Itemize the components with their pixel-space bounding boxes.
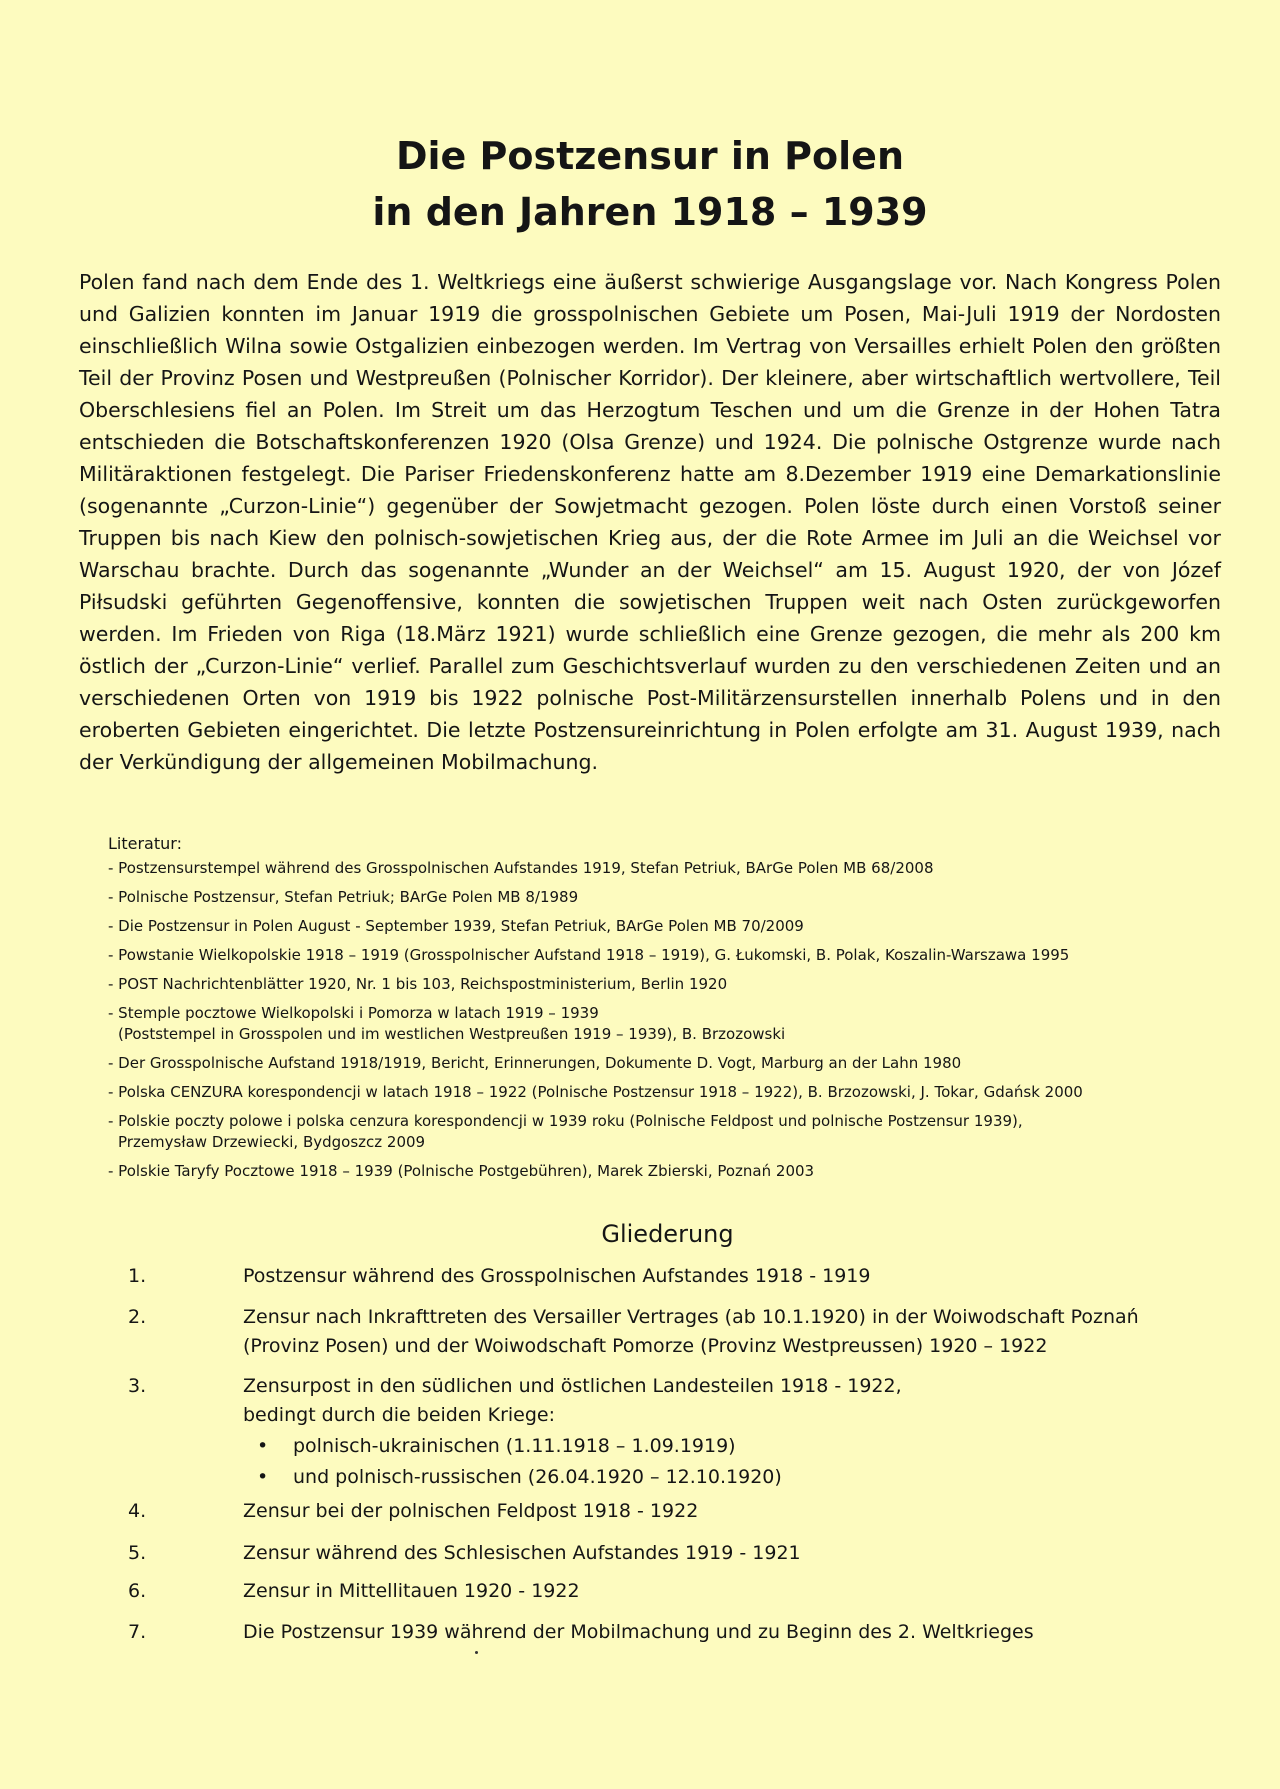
literature-item-continuation: (Poststempel in Grosspolen und im westlichen Westpreußen 1919 – 1939), B. Brzozowski xyxy=(118,1025,786,1043)
outline-item-number: 1. xyxy=(128,1265,147,1287)
outline-item xyxy=(128,1303,1228,1361)
literature-item xyxy=(108,858,1228,879)
outline-item-number: 6. xyxy=(128,1580,147,1602)
outline-item xyxy=(128,1539,1228,1568)
literature-item-continuation: Przemysław Drzewiecki, Bydgoszcz 2009 xyxy=(118,1133,426,1151)
literature-item xyxy=(108,916,1228,937)
outline-item-text: Die Postzensur 1939 während der Mobilmachung und zu Beginn des 2. Weltkrieges xyxy=(243,1621,1034,1643)
literature-item xyxy=(108,1053,1228,1074)
literature-item-line: - Powstanie Wielkopolskie 1918 – 1919 (Grosspolnischer Aufstand 1918 – 1919), G. Łukomski, B. Polak, Koszalin-Warszawa 1995 xyxy=(108,946,1070,964)
outline-item-number: 4. xyxy=(128,1500,147,1522)
outline-item-number: 2. xyxy=(128,1306,147,1328)
outline-item-text: Zensurpost in den südlichen und östlichen Landesteilen 1918 - 1922, xyxy=(243,1375,902,1397)
literature-item-line: - POST Nachrichtenblätter 1920, Nr. 1 bis 103, Reichspostministerium, Berlin 1920 xyxy=(108,975,728,993)
outline-item xyxy=(128,1618,1228,1647)
outline-item-text: (Provinz Posen) und der Woiwodschaft Pomorze (Provinz Westpreussen) 1920 – 1922 xyxy=(243,1335,1048,1357)
literature-item-line: - Polnische Postzensur, Stefan Petriuk; BArGe Polen MB 8/1989 xyxy=(108,888,579,906)
outline-list xyxy=(128,1262,1228,1647)
title-line-2: in den Jahren 1918 – 1939 xyxy=(372,190,928,234)
literature-item xyxy=(108,945,1228,966)
outline-item-text: Zensur in Mittellitauen 1920 - 1922 xyxy=(243,1580,580,1602)
outline-bullet: • und polnisch-russischen (26.04.1920 – 12.10.1920) xyxy=(293,1463,1228,1492)
intro-paragraph: Polen fand nach dem Ende des 1. Weltkriegs eine äußerst schwierige Ausgangslage vor. Nach Kongress Polen und Galizien konnten im Januar 1919 die grosspolnischen Gebiete um Posen, Mai-Juli 1919 der Nordosten einschließlich Wilna sowie Ostgalizien einbezogen werden. Im Vertrag von Versailles erhielt Polen den größten Teil der Provinz Posen und Westpreußen (Polnischer Korridor). Der kleinere, aber wirtschaftlich wertvollere, Teil Oberschlesiens fiel an Polen. Im Streit um das Herzogtum Teschen und um die Grenze in der Hohen Tatra entschieden die Botschaftskonferenzen 1920 (Olsa Grenze) und 1924. Die polnische Ostgrenze wurde nach Militäraktionen festgelegt. Die Pariser Friedenskonferenz hatte am 8.Dezember 1919 eine Demarkationslinie (sogenannte „Curzon-Linie“) gegenüber der Sowjetmacht gezogen. Polen löste durch einen Vorstoß seiner Truppen bis nach Kiew den polnisch-sowjetischen Krieg aus, der die Rote Armee im Juli an die Weichsel vor Warschau brachte. Durch das sogenannte „Wunder an der Weichsel“ am 15. August 1920, der von Józef Piłsudski geführten Gegenoffensive, konnten die sowjetischen Truppen weit nach Osten zurückgeworfen werden. Im Frieden von Riga (18.März 1921) wurde schließlich eine Grenze gezogen, die mehr als 200 km östlich der „Curzon-Linie“ verlief. Parallel zum Geschichtsverlauf wurden zu den verschiedenen Zeiten und an verschiedenen Orten von 1919 bis 1922 polnische Post-Militärzensurstellen innerhalb Polens und in den eroberten Gebieten eingerichtet. Die letzte Postzensureinrichtung in Polen erfolgte am 31. August 1939, nach der Verkündigung der allgemeinen Mobilmachung. xyxy=(79,270,1221,774)
outline-item-number: 5. xyxy=(128,1542,147,1564)
outline-heading: Gliederung xyxy=(601,1220,734,1248)
literature-item-line: - Polska CENZURA korespondencji w latach 1918 – 1922 (Polnische Postzensur 1918 – 1922), B. Brzozowski, J. Tokar, Gdańsk 2000 xyxy=(108,1083,1083,1101)
outline-item-text: Zensur bei der polnischen Feldpost 1918 - 1922 xyxy=(243,1500,699,1522)
literature-item xyxy=(108,1082,1228,1103)
outline-item xyxy=(128,1372,1228,1492)
outline-item xyxy=(128,1577,1228,1606)
literature-section xyxy=(108,832,1228,1190)
literature-item xyxy=(108,1161,1228,1182)
literature-item-line: - Die Postzensur in Polen August - September 1939, Stefan Petriuk, BArGe Polen MB 70/2009 xyxy=(108,917,804,935)
literature-item-line: - Postzensurstempel während des Grosspolnischen Aufstandes 1919, Stefan Petriuk, BArGe Polen MB 68/2008 xyxy=(108,859,934,877)
outline-item-text: Zensur während des Schlesischen Aufstandes 1919 - 1921 xyxy=(243,1542,801,1564)
literature-heading: Literatur: xyxy=(108,834,182,853)
outline-item-number: 7. xyxy=(128,1621,147,1643)
outline-item-text: Zensur nach Inkrafttreten des Versailler Vertrages (ab 10.1.1920) in der Woiwodschaft Poznań xyxy=(243,1306,1139,1328)
outline-item-text: bedingt durch die beiden Kriege: xyxy=(243,1404,556,1426)
literature-item-line: - Der Grosspolnische Aufstand 1918/1919, Bericht, Erinnerungen, Dokumente D. Vogt, Marburg an der Lahn 1980 xyxy=(108,1054,962,1072)
literature-item xyxy=(108,974,1228,995)
literature-item-line: - Polskie Taryfy Pocztowe 1918 – 1939 (Polnische Postgebühren), Marek Zbierski, Poznań 2003 xyxy=(108,1162,815,1180)
outline-item-number: 3. xyxy=(128,1375,147,1397)
outline-item xyxy=(128,1497,1228,1526)
literature-item xyxy=(108,1111,1228,1153)
literature-item-line: - Stemple pocztowe Wielkopolski i Pomorza w latach 1919 – 1939 xyxy=(108,1004,599,1022)
ink-dot xyxy=(475,1651,478,1654)
literature-item xyxy=(108,887,1228,908)
literature-item-line: - Polskie poczty polowe i polska cenzura korespondencji w 1939 roku (Polnische Feldpost und polnische Postzensur 1939), xyxy=(108,1112,1023,1130)
outline-item-text: Postzensur während des Grosspolnischen Aufstandes 1918 - 1919 xyxy=(243,1265,871,1287)
title-line-1: Die Postzensur in Polen xyxy=(395,134,904,178)
page-title xyxy=(0,128,1280,240)
outline-bullet: • polnisch-ukrainischen (1.11.1918 – 1.09.1919) xyxy=(293,1432,1228,1461)
outline-item xyxy=(128,1262,1228,1291)
literature-item xyxy=(108,1003,1228,1045)
